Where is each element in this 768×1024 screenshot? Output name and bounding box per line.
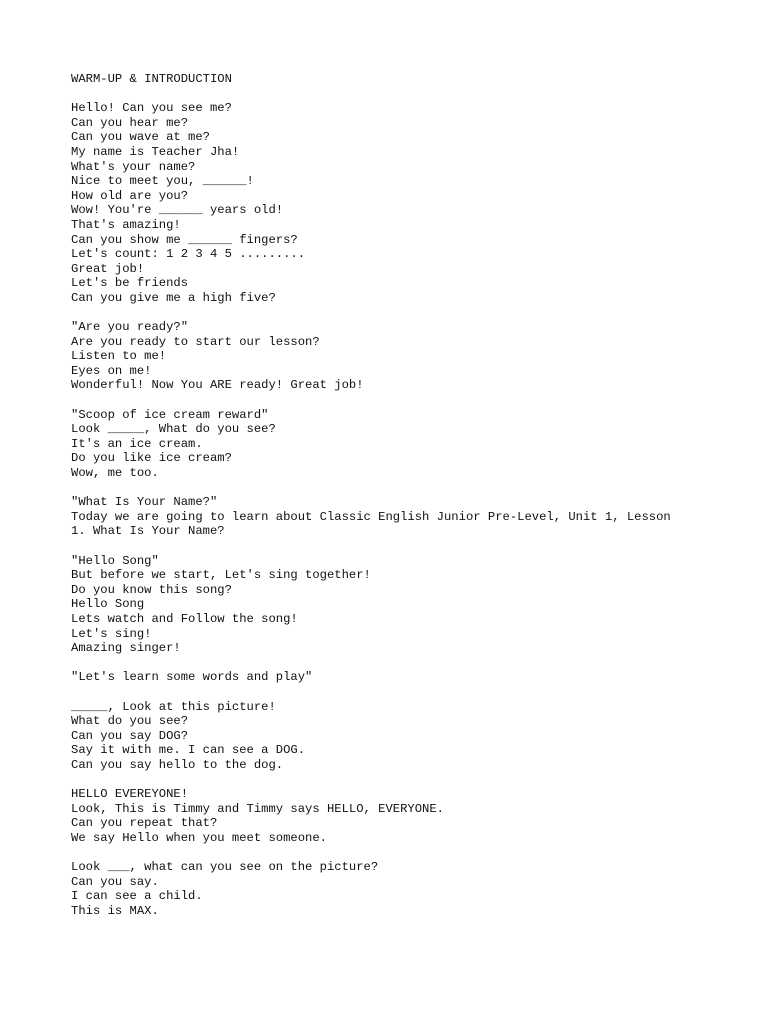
text-line: Can you repeat that? [71,816,218,831]
text-line: Look ___, what can you see on the picture? [71,860,379,875]
text-line: Wow, me too. [71,466,159,481]
learn-words-block [71,670,751,685]
text-line: My name is Teacher Jha! [71,144,240,159]
section-heading: WARM-UP & INTRODUCTION [71,72,232,86]
text-line: What do you see? [71,714,189,729]
text-line: 1. What Is Your Name? [71,524,225,539]
child-picture-block [71,860,751,918]
text-line: Wonderful! Now You ARE ready! Great job! [71,378,364,393]
text-line: It's an ice cream. [71,436,203,451]
text-line: But before we start, Let's sing together! [71,568,371,583]
block-title: "Hello Song" [71,553,159,568]
hello-song-block [71,554,751,656]
block-title: "Let's learn some words and play" [71,670,313,685]
text-line: Wow! You're ______ years old! [71,203,284,218]
block-title: "What Is Your Name?" [71,495,218,510]
document-page [71,72,751,933]
text-line: Look _____, What do you see? [71,422,276,437]
greeting-block [71,101,751,305]
ice-cream-reward-block [71,408,751,481]
text-line: Look, This is Timmy and Timmy says HELLO, EVERYONE. [71,801,444,816]
text-line: Hello Song [71,597,145,612]
text-line: This is MAX. [71,903,159,918]
text-line: Eyes on me! [71,363,152,378]
text-line: That's amazing! [71,217,181,232]
text-line: Can you wave at me? [71,130,210,145]
text-line: Let's count: 1 2 3 4 5 ......... [71,247,306,262]
text-line: Listen to me! [71,349,167,364]
text-line: Can you say hello to the dog. [71,757,284,772]
text-line: How old are you? [71,188,189,203]
text-line: Do you like ice cream? [71,451,232,466]
text-line: Do you know this song? [71,582,232,597]
text-line: I can see a child. [71,889,203,904]
text-line: Can you give me a high five? [71,290,276,305]
text-line: Can you say DOG? [71,728,189,743]
hello-everyone-block [71,787,751,845]
text-line: Say it with me. I can see a DOG. [71,743,306,758]
text-line: What's your name? [71,159,196,174]
block-title: HELLO EVEREYONE! [71,787,189,802]
text-line: Can you show me ______ fingers? [71,232,298,247]
block-title: "Are you ready?" [71,320,189,335]
what-is-your-name-block [71,495,751,539]
text-line: Hello! Can you see me? [71,101,232,116]
text-line: Nice to meet you, ______! [71,174,254,189]
text-line: Are you ready to start our lesson? [71,334,320,349]
text-line: Let's sing! [71,626,152,641]
text-line: Let's be friends [71,276,189,291]
text-line: Lets watch and Follow the song! [71,611,298,626]
text-line: Can you say. [71,874,159,889]
text-line: Today we are going to learn about Classic English Junior Pre-Level, Unit 1, Lesson [71,509,671,524]
text-line: _____, Look at this picture! [71,699,276,714]
dog-picture-block [71,700,751,773]
text-line: Can you hear me? [71,115,189,130]
are-you-ready-block [71,320,751,393]
text-line: Amazing singer! [71,641,181,656]
text-line: We say Hello when you meet someone. [71,830,327,845]
text-line: Great job! [71,261,145,276]
block-title: "Scoop of ice cream reward" [71,407,269,422]
